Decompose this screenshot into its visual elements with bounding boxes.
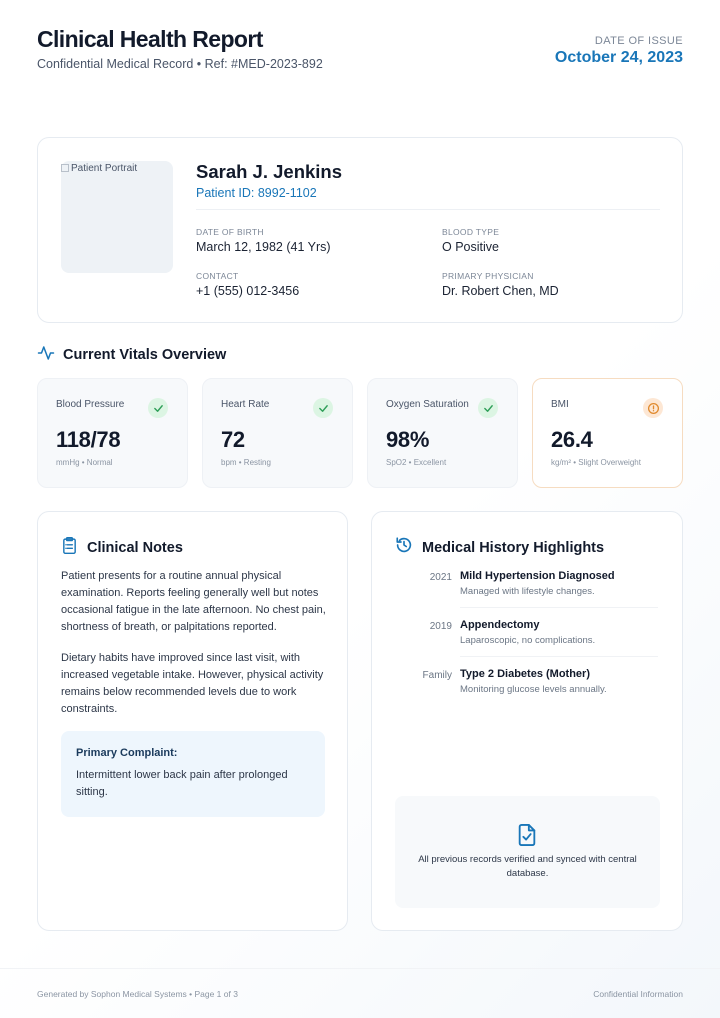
vital-label: Oxygen Saturation — [386, 399, 469, 410]
history-item — [395, 667, 661, 707]
issue-date: October 24, 2023 — [554, 49, 683, 66]
dob-label: DATE OF BIRTH — [196, 227, 264, 237]
medical-history-card — [371, 511, 683, 931]
history-description: Monitoring glucose levels annually. — [460, 684, 607, 695]
primary-complaint-box — [61, 731, 325, 817]
history-title: Type 2 Diabetes (Mother) — [460, 668, 590, 680]
blood-type-label: BLOOD TYPE — [442, 227, 500, 237]
vital-subtext: kg/m² • Slight Overweight — [551, 458, 641, 467]
patient-portrait — [61, 161, 173, 273]
report-title: Clinical Health Report — [37, 26, 263, 52]
patient-card — [37, 137, 683, 323]
divider — [460, 656, 658, 657]
history-item — [395, 569, 661, 609]
footer-confidential: Confidential Information — [593, 989, 683, 999]
check-icon — [148, 398, 168, 418]
vital-card-oxygen-saturation — [367, 378, 518, 488]
clinical-notes-title: Clinical Notes — [87, 540, 183, 556]
vital-value: 26.4 — [551, 427, 593, 452]
patient-id: Patient ID: 8992-1102 — [196, 186, 317, 200]
issue-date-label: DATE OF ISSUE — [594, 35, 683, 47]
medical-history-heading — [395, 536, 604, 559]
vital-value: 72 — [221, 427, 245, 452]
portrait-alt-text: Patient Portrait — [71, 163, 138, 174]
contact-value: +1 (555) 012-3456 — [196, 284, 300, 298]
clipboard-icon — [61, 536, 78, 560]
footer-divider — [0, 968, 720, 969]
broken-image-icon — [61, 164, 69, 172]
alert-circle-icon — [643, 398, 663, 418]
vital-subtext: mmHg • Normal — [56, 458, 113, 467]
vital-value: 118/78 — [56, 427, 121, 452]
history-clock-icon — [395, 536, 413, 559]
history-item — [395, 618, 661, 658]
vital-subtext: SpO2 • Excellent — [386, 458, 447, 467]
contact-label: CONTACT — [196, 271, 239, 281]
dob-value: March 12, 1982 (41 Yrs) — [196, 240, 331, 254]
primary-complaint-text: Intermittent lower back pain after prolonged sitting. — [76, 769, 288, 798]
report-subtitle: Confidential Medical Record • Ref: #MED-2023-892 — [37, 57, 323, 71]
records-verified-text: All previous records verified and synced with central database. — [418, 854, 637, 879]
vital-label: Heart Rate — [221, 399, 270, 410]
history-description: Laparoscopic, no complications. — [460, 635, 596, 646]
physician-label: PRIMARY PHYSICIAN — [442, 271, 534, 281]
medical-history-title: Medical History Highlights — [422, 539, 605, 556]
divider — [196, 209, 660, 210]
activity-pulse-icon — [37, 344, 55, 367]
vital-label: BMI — [551, 399, 569, 410]
footer-generated-by: Generated by Sophon Medical Systems • Page 1 of 3 — [37, 989, 238, 999]
divider — [460, 607, 658, 608]
history-title: Mild Hypertension Diagnosed — [460, 570, 615, 582]
history-year: Family — [422, 670, 452, 681]
vitals-heading — [37, 345, 226, 365]
vital-value: 98% — [386, 427, 430, 452]
records-verified-box — [395, 796, 660, 908]
vitals-title: Current Vitals Overview — [63, 347, 227, 363]
notes-paragraph: Dietary habits have improved since last visit, with increased vegetable intake. However, physical activity remains below recommended levels due to work constraints. — [61, 652, 324, 715]
patient-name: Sarah J. Jenkins — [196, 161, 343, 182]
primary-complaint-title: Primary Complaint: — [76, 747, 178, 759]
history-title: Appendectomy — [460, 619, 540, 631]
history-year: 2019 — [429, 621, 452, 632]
check-icon — [313, 398, 333, 418]
file-check-icon — [516, 823, 538, 852]
vital-card-heart-rate — [202, 378, 353, 488]
vital-label: Blood Pressure — [56, 399, 125, 410]
notes-paragraph: Patient presents for a routine annual physical examination. Reports feeling generally well but notes occasional fatigue in the late afternoon. No chest pain, shortness of breath, or palpitations reported. — [61, 570, 326, 633]
history-description: Managed with lifestyle changes. — [460, 586, 595, 597]
clinical-notes-heading — [61, 536, 183, 560]
vital-subtext: bpm • Resting — [221, 458, 271, 467]
clinical-notes-card — [37, 511, 348, 931]
blood-type-value: O Positive — [442, 240, 499, 254]
vital-card-bmi — [532, 378, 683, 488]
physician-value: Dr. Robert Chen, MD — [442, 284, 559, 298]
check-icon — [478, 398, 498, 418]
history-year: 2021 — [429, 572, 452, 583]
report-header — [0, 0, 720, 100]
vital-card-blood-pressure — [37, 378, 188, 488]
